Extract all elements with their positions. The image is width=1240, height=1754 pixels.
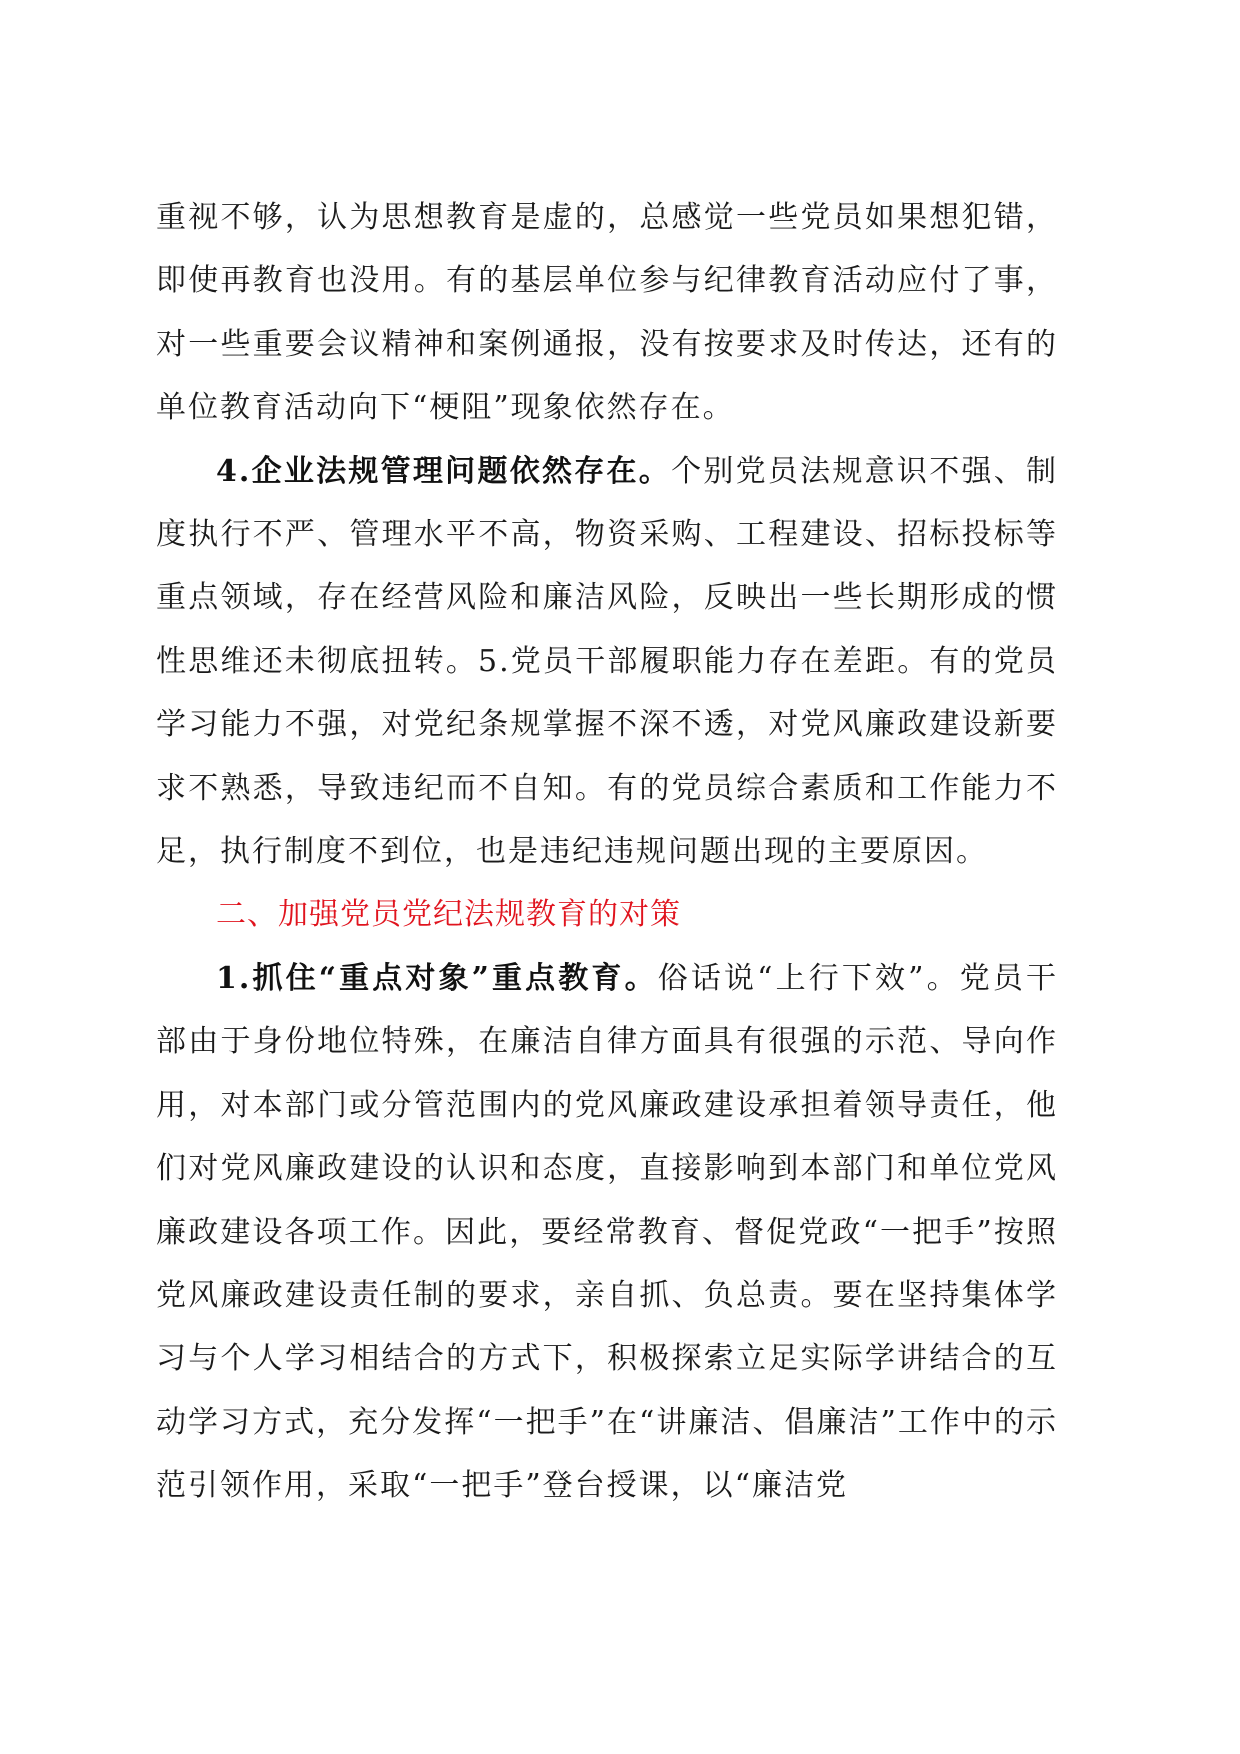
issue-4-text: 个别党员法规意识不强、制度执行不严、管理水平不高，物资采购、工程建设、招标投标等重点领域，存在经营风险和廉洁风险，反映出一些长期形成的惯性思维还未彻底扭转。5.党员干部履职能力存在差距。有的党员学习能力不强，对党纪条规掌握不深不透，对党风廉政建设新要求不熟悉，导致违纪而不自知。有的党员综合素质和工作能力不足，执行制度不到位，也是违纪违规问题出现的主要原因。 — [156, 453, 1058, 870]
paragraph-continued: 重视不够，认为思想教育是虚的，总感觉一些党员如果想犯错，即使再教育也没用。有的基层单位参与纪律教育活动应付了事，对一些重要会议精神和案例通报，没有按要求及时传达，还有的单位教育活动向下“梗阻”现象依然存在。 — [156, 200, 1058, 426]
section-heading: 二、加强党员党纪法规教育的对策 — [216, 897, 681, 933]
countermeasure-1-text: 俗话说“上行下效”。党员干部由于身份地位特殊，在廉洁自律方面具有很强的示范、导向作用，对本部门或分管范围内的党风廉政建设承担着领导责任，他们对党风廉政建设的认识和态度，直接影响到本部门和单位党风廉政建设各项工作。因此，要经常教育、督促党政“一把手”按照党风廉政建设责任制的要求，亲自抓、负总责。要在坚持集体学习与个人学习相结合的方式下，积极探索立足实际学讲结合的互动学习方式，充分发挥“一把手”在“讲廉洁、倡廉洁”工作中的示范引领作用，采取“一把手”登台授课，以“廉洁党 — [156, 960, 1058, 1504]
issue-4-title: 4.企业法规管理问题依然存在。 — [216, 453, 672, 489]
document-body — [156, 186, 1058, 1518]
paragraph-issue-4 — [156, 440, 1058, 884]
countermeasure-1-title: 1.抓住“重点对象”重点教育。 — [216, 960, 658, 996]
paragraph-countermeasure-1 — [156, 947, 1058, 1518]
